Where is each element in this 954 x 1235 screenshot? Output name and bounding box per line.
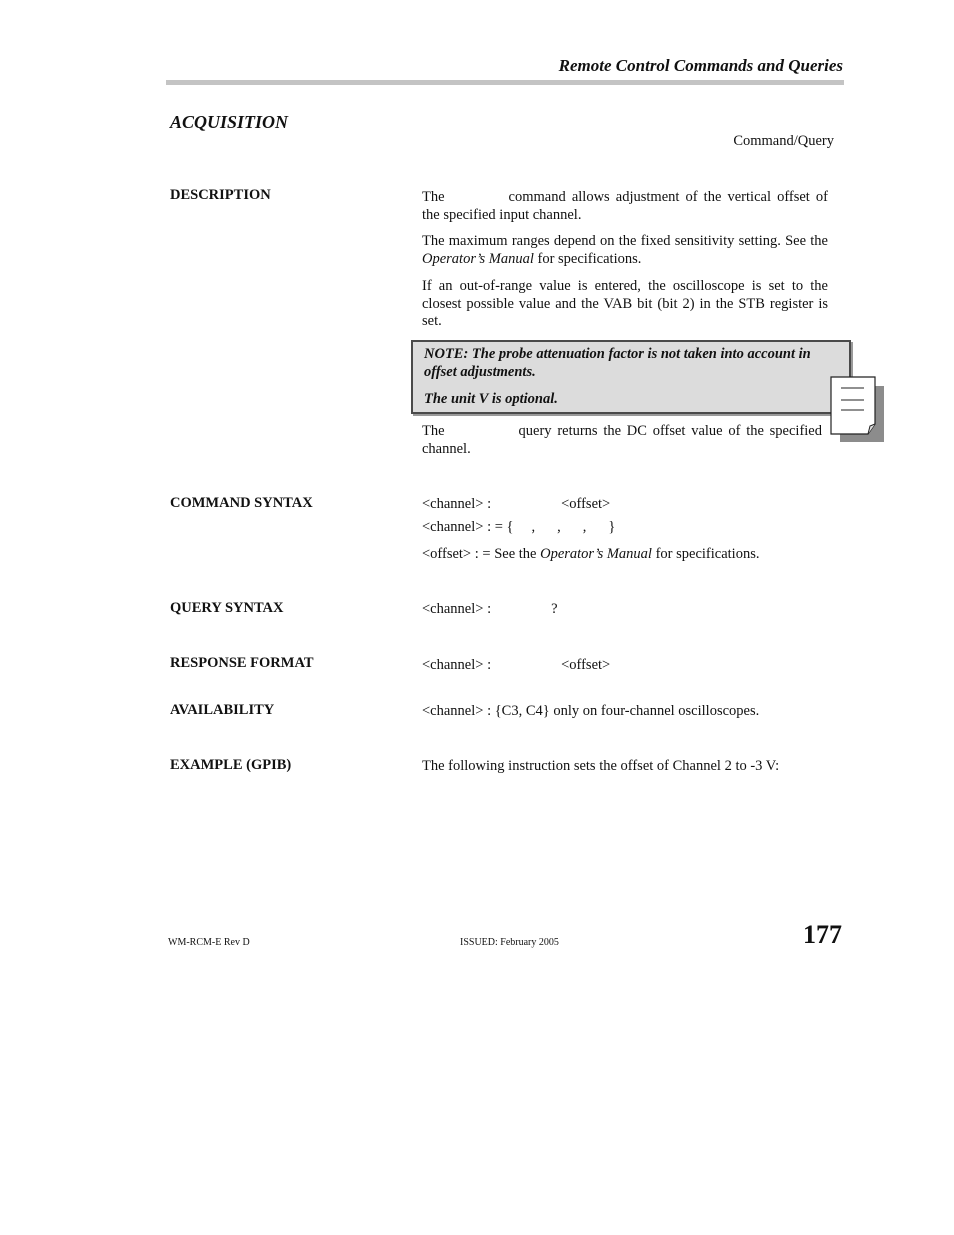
desc-p2-start: The maximum ranges depend on the fixed sensitivity setting. See the bbox=[422, 233, 828, 249]
command-syntax-label: COMMAND SYNTAX bbox=[170, 495, 313, 511]
cmd-channel-token: <channel> : bbox=[422, 496, 492, 512]
offset-def-start: <offset> : = See the bbox=[422, 546, 537, 562]
description-paragraph-3: If an out-of-range value is entered, the oscilloscope is set to the closest possible value and the VAB bit (bit 2) in the STB register is set. bbox=[422, 278, 828, 329]
query-mark: ? bbox=[551, 601, 558, 617]
availability-text: <channel> : {C3, C4} only on four-channel oscilloscopes. bbox=[422, 703, 760, 719]
channel-sep-3: , bbox=[582, 519, 587, 535]
cmd-offset-token: <offset> bbox=[561, 496, 611, 512]
command-syntax-line-3 bbox=[422, 546, 828, 564]
description-paragraph-1 bbox=[422, 189, 828, 224]
note-text bbox=[424, 346, 838, 409]
footer-issued-date: ISSUED: February 2005 bbox=[460, 937, 559, 948]
channel-sep-2: , bbox=[557, 519, 561, 535]
description-paragraph-4 bbox=[422, 423, 822, 458]
operators-manual-ref: Operator’s Manual bbox=[422, 250, 534, 267]
example-label: EXAMPLE (GPIB) bbox=[170, 757, 292, 773]
query-syntax-line bbox=[422, 601, 828, 619]
note-page-icon bbox=[830, 376, 886, 444]
description-label: DESCRIPTION bbox=[170, 187, 271, 203]
desc-p2-end: for specifications. bbox=[537, 250, 642, 267]
resp-offset-token: <offset> bbox=[561, 657, 611, 673]
response-format-line bbox=[422, 657, 828, 675]
query-channel-token: <channel> : bbox=[422, 601, 492, 617]
header-rule bbox=[166, 80, 844, 85]
response-format-label: RESPONSE FORMAT bbox=[170, 655, 314, 671]
note-line-2: The unit V is optional. bbox=[424, 391, 558, 407]
description-paragraph-2 bbox=[422, 233, 828, 268]
running-header-title: Remote Control Commands and Queries bbox=[558, 56, 843, 75]
resp-channel-token: <channel> : bbox=[422, 657, 492, 673]
offset-def-end: for specifications. bbox=[655, 546, 760, 562]
query-syntax-label: QUERY SYNTAX bbox=[170, 600, 284, 616]
operators-manual-ref-2: Operator’s Manual bbox=[540, 546, 652, 562]
channel-set-open: <channel> : = { bbox=[422, 519, 514, 535]
availability-label: AVAILABILITY bbox=[170, 702, 275, 718]
page-number: 177 bbox=[803, 920, 842, 949]
desc-p4-rest: query returns the DC offset value of the specified channel. bbox=[422, 423, 822, 457]
desc-p4-start: The bbox=[422, 423, 445, 439]
desc-p1-rest: command allows adjustment of the vertical offset of the specified input channel. bbox=[422, 189, 828, 223]
footer-doc-id: WM-RCM-E Rev D bbox=[168, 937, 250, 948]
example-text: The following instruction sets the offset of Channel 2 to -3 V: bbox=[422, 758, 780, 774]
section-title: ACQUISITION bbox=[170, 112, 289, 132]
channel-set-close: } bbox=[608, 519, 616, 535]
desc-p1-start: The bbox=[422, 189, 445, 205]
command-syntax-line-1 bbox=[422, 496, 828, 514]
command-syntax-line-2 bbox=[422, 519, 828, 537]
note-line-1: NOTE: The probe attenuation factor is not taken into account in offset adjustments. bbox=[424, 346, 811, 380]
command-type-label: Command/Query bbox=[733, 133, 834, 149]
channel-sep-1: , bbox=[531, 519, 536, 535]
